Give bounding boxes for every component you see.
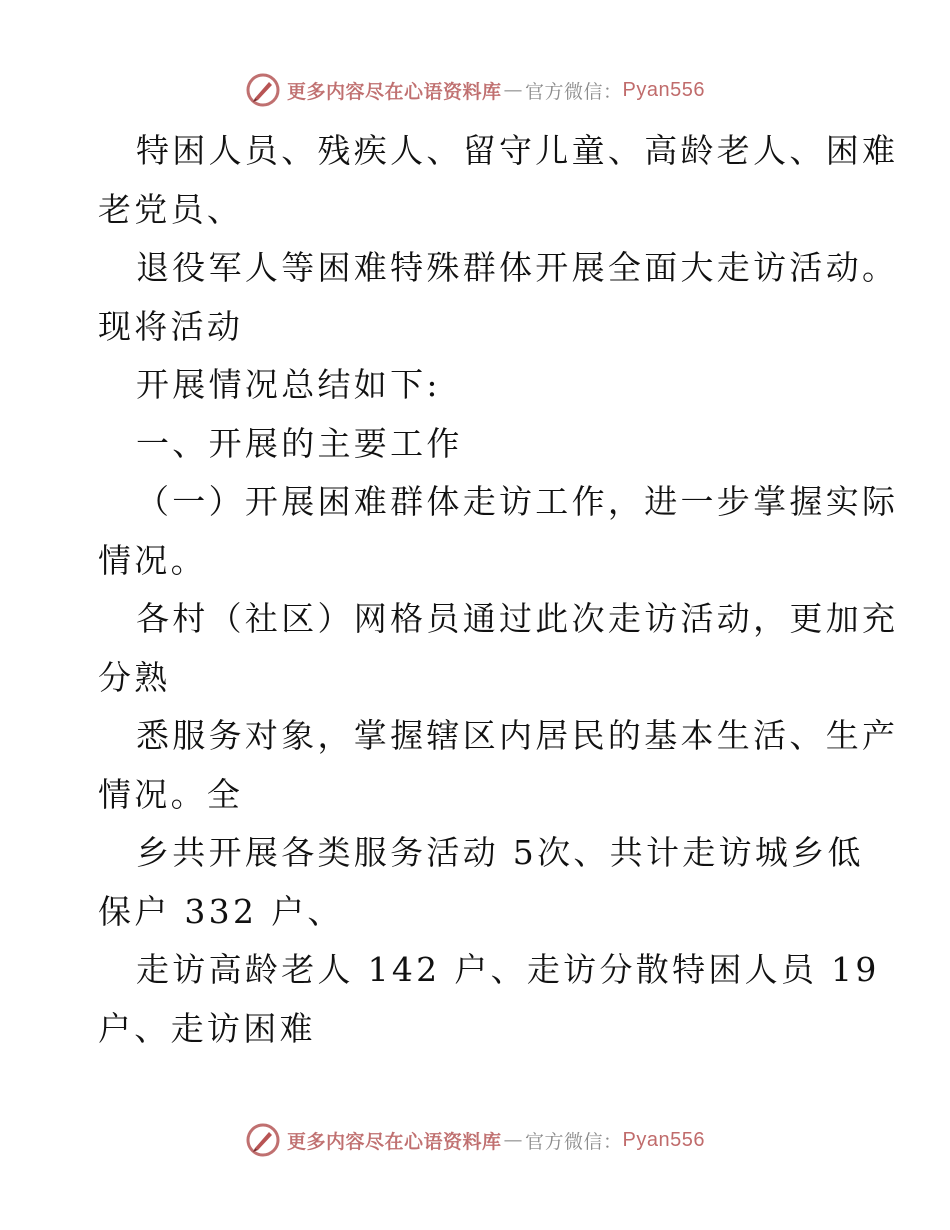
header-banner (0, 68, 950, 112)
text-line: 老党员、 (98, 189, 244, 229)
text-line: 保户 332 户、 (98, 891, 344, 931)
quill-pen-icon (245, 1122, 281, 1158)
wechat-id: Pyan556 (622, 1128, 705, 1151)
text-line: 情况。全 (98, 774, 244, 814)
wechat-id: Pyan556 (622, 78, 705, 101)
text-line: 各村（社区）网格员通过此次走访活动，更加充 (136, 599, 899, 638)
text-line: 开展情况总结如下: (136, 365, 441, 404)
text-line: 户、走访困难 (98, 1008, 316, 1048)
brand-name: 更多内容尽在心语资料库 (287, 1130, 502, 1153)
text-line: 悉服务对象，掌握辖区内居民的基本生活、生产 (136, 716, 899, 755)
text-line: 走访高龄老人 142 户、走访分散特困人员 19 (136, 950, 880, 989)
separator: — (503, 79, 524, 101)
section-heading: 一、开展的主要工作 (136, 423, 463, 463)
footer-banner (0, 1118, 950, 1162)
text-line: 特困人员、残疾人、留守儿童、高龄老人、困难 (136, 131, 899, 170)
quill-pen-icon (245, 72, 281, 108)
text-line: 分熟 (98, 657, 171, 697)
brand-name: 更多内容尽在心语资料库 (287, 80, 502, 103)
text-line: 现将活动 (98, 306, 244, 346)
subsection-heading: （一）开展困难群体走访工作，进一步掌握实际 (136, 482, 899, 521)
wechat-label: 官方微信： (525, 80, 623, 103)
text-line: 乡共开展各类服务活动 5次、共计走访城乡低 (136, 833, 864, 872)
separator: — (503, 1129, 524, 1151)
document-body (98, 122, 899, 1058)
text-line: 情况。 (98, 540, 207, 580)
wechat-label: 官方微信： (525, 1130, 623, 1153)
text-line: 退役军人等困难特殊群体开展全面大走访活动。 (136, 248, 899, 287)
